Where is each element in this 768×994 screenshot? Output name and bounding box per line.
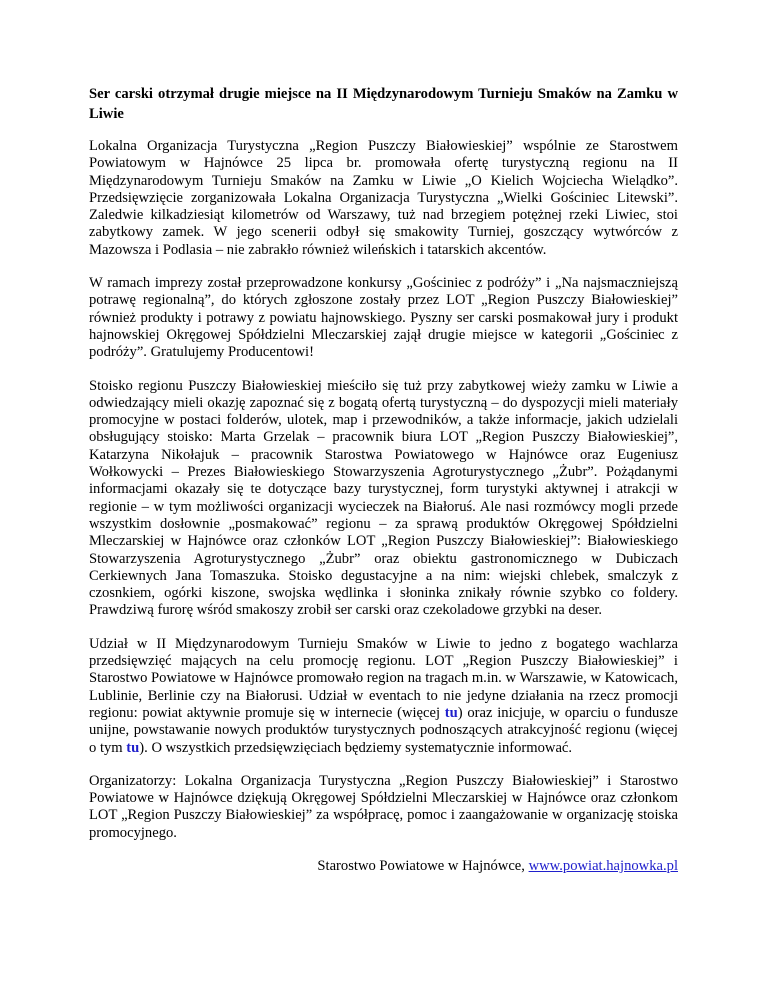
promotion-text-2: ) oraz inicjuje, w oparciu o fundusze unijne, powstawanie nowych produktów turystycznych podnoszących atrakcyjność regionu (więcej o tym bbox=[89, 704, 678, 756]
promotion-text-1: Udział w II Międzynarodowym Turnieju Smaków w Liwie to jedno z bogatego wachlarza przedsięwzięć mających na celu promocję regionu. LOT „Region Puszczy Białowieskiej” i Starostwo Powiatowe w Hajnówce promowało region na tragach m.in. w Warszawie, w Katowicach, Lublinie, Berlinie czy na Białorusi. Udział w eventach to nie jedyne działania na rzecz promocji regionu: powiat aktywnie promuje się w internecie (więcej bbox=[89, 635, 678, 721]
document-page bbox=[89, 84, 678, 891]
source-footer bbox=[89, 858, 678, 875]
paragraph-stand: Stoisko regionu Puszczy Białowieskiej mieściło się tuż przy zabytkowej wieży zamku w Liwie a odwiedzający mieli okazję zapoznać się z bogatą ofertą turystyczną – do dyspozycji mieli materiały promocyjne w postaci folderów, ulotek, map i przewodników, a także informacje, jakich udzielali obsługujący stoisko: Marta Grzelak – pracownik biura LOT „Region Puszczy Białowieskiej”, Katarzyna Nikołajuk – pracownik Starostwa Powiatowego w Hajnówce oraz Eugeniusz Wołkowycki – Prezes Białowieskiego Stowarzyszenia Agroturystycznego „Żubr”. Pożądanymi informacjami okazały się te dotyczące bazy turystycznej, form turystyki aktywnej i atrakcji w regionie – w tym możliwości organizacji wycieczek na Białoruś. Ale nasi rozmówcy mogli przede wszystkim dosłownie „posmakować” regionu – za sprawą produktów Okręgowej Spółdzielni Mleczarskiej w Hajnówce oraz członków LOT „Region Puszczy Białowieskiej”: Białowieskiego Stowarzyszenia Agroturystycznego „Żubr” oraz obiektu gastronomicznego w Dubiczach Cerkiewnych Jana Tomaszuka. Stoisko degustacyjne a na nim: wiejski chlebek, smalczyk z czosnkiem, ogórki kiszone, swojska wędlinka i słoninka znikały równie szybko co foldery. Prawdziwą furorę wśród smakoszy zrobił ser carski oraz czekoladowe grzybki na deser. bbox=[89, 377, 678, 619]
paragraph-promotion bbox=[89, 636, 678, 757]
paragraph-intro: Lokalna Organizacja Turystyczna „Region Puszczy Białowieskiej” wspólnie ze Starostwem Powiatowym w Hajnówce 25 lipca br. promowała ofertę turystyczną regionu na II Międzynarodowym Turnieju Smaków na Zamku w Liwie „O Kielich Wojciecha Wielądko”. Przedsięwzięcie zorganizowała Lokalna Organizacja Turystyczna „Wielki Gościniec Litewski”. Zaledwie kilkadziesiąt kilometrów od Warszawy, tuż nad brzegiem potężnej rzeki Liwiec, stoi zabytkowy zamek. W jego scenerii odbył się smakowity Turniej, goszczący wytwórców z Mazowsza i Podlasia – nie zabrakło również wileńskich i tatarskich akcentów. bbox=[89, 138, 678, 258]
paragraph-thanks: Organizatorzy: Lokalna Organizacja Turystyczna „Region Puszczy Białowieskiej” i Starostwo Powiatowe w Hajnówce dziękują Okręgowej Spółdzielni Mleczarskiej w Hajnówce oraz członkom LOT „Region Puszczy Białowieskiej” za współpracę, pomoc i zaangażowanie w organizację stoiska promocyjnego. bbox=[89, 772, 678, 841]
promotion-text-3: ). O wszystkich przedsięwzięciach będziemy systematycznie informować. bbox=[139, 739, 573, 756]
article-title: Ser carski otrzymał drugie miejsce na II Międzynarodowym Turnieju Smaków na Zamku w Liwie bbox=[89, 86, 678, 122]
paragraph-contests: W ramach imprezy został przeprowadzone konkursy „Gościniec z podróży” i „Na najsmaczniejszą potrawę regionalną”, do których zgłoszone zostały przez LOT „Region Puszczy Białowieskiej” również produkty i potrawy z powiatu hajnowskiego. Pyszny ser carski posmakował jury i produkt hajnowskiej Okręgowej Spółdzielni Mleczarskiej zajął drugie miejsce w kategorii „Gościniec z podróży”. Gratulujemy Producentowi! bbox=[89, 275, 678, 361]
source-url-link[interactable]: www.powiat.hajnowka.pl bbox=[528, 857, 678, 874]
more-link-internet[interactable]: tu bbox=[444, 704, 458, 721]
more-link-products[interactable]: tu bbox=[126, 739, 140, 756]
source-text: Starostwo Powiatowe w Hajnówce, bbox=[317, 857, 529, 874]
